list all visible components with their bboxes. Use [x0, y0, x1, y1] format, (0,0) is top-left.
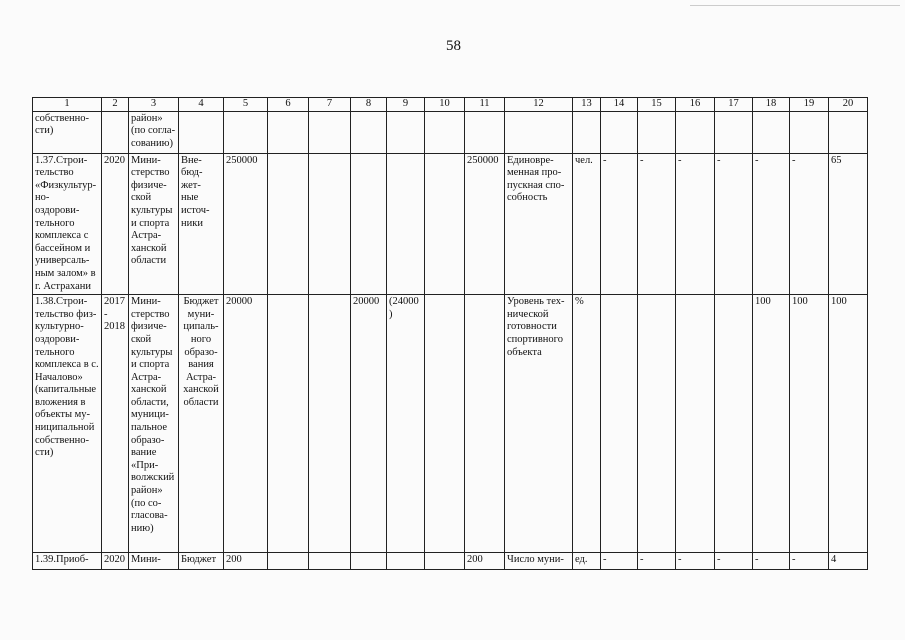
- header-cell: 11: [465, 98, 505, 112]
- table-cell: чел.: [573, 153, 601, 295]
- table-cell: [387, 553, 425, 570]
- table-cell: -: [676, 553, 715, 570]
- header-cell: 13: [573, 98, 601, 112]
- table-cell: [268, 111, 309, 153]
- table-cell: [351, 553, 387, 570]
- table-cell: 250000: [465, 153, 505, 295]
- table-cell: Мини-: [129, 553, 179, 570]
- table-cell: район» (по согла- сованию): [129, 111, 179, 153]
- table-cell: Бюджет муни- ципаль- ного образо- вания Астра- ханской области: [179, 295, 224, 553]
- table-cell: [309, 295, 351, 553]
- header-cell: 7: [309, 98, 351, 112]
- table-cell: [102, 111, 129, 153]
- table-cell: [351, 111, 387, 153]
- table-cell: -: [676, 153, 715, 295]
- table-cell: -: [753, 153, 790, 295]
- table-cell: 200: [224, 553, 268, 570]
- table-cell: [601, 295, 638, 553]
- table-cell: 4: [829, 553, 868, 570]
- table-row: [33, 111, 868, 153]
- table-cell: [224, 111, 268, 153]
- page-number: 58: [446, 38, 461, 54]
- header-cell: 8: [351, 98, 387, 112]
- table-cell: [387, 153, 425, 295]
- header-cell: 10: [425, 98, 465, 112]
- table-cell: 20000: [351, 295, 387, 553]
- table-cell: ед.: [573, 553, 601, 570]
- table-cell: -: [715, 153, 753, 295]
- header-row: [33, 98, 868, 112]
- top-rule: [690, 5, 900, 6]
- table-cell: -: [790, 553, 829, 570]
- table-cell: [309, 111, 351, 153]
- table-cell: -: [601, 153, 638, 295]
- program-table: [32, 97, 868, 570]
- table-cell: [638, 111, 676, 153]
- table-cell: -: [790, 153, 829, 295]
- table-cell: [425, 553, 465, 570]
- table-cell: 1.37.Строи- тельство «Физкультур- но- оздорови- тельного комплекса с бассейном и универсаль- ным залом» в г. Астрахани: [33, 153, 102, 295]
- table-cell: [715, 295, 753, 553]
- table-cell: Единовре- менная про- пускная спо- собность: [505, 153, 573, 295]
- table-cell: [268, 153, 309, 295]
- table-cell: [638, 295, 676, 553]
- table-cell: %: [573, 295, 601, 553]
- table-cell: 1.38.Строи- тельство физ- культурно- оздорови- тельного комплекса в с. Началово» (капитальные вложения в объекты му- ниципальной собственно- сти): [33, 295, 102, 553]
- table-cell: собственно- сти): [33, 111, 102, 153]
- header-cell: 12: [505, 98, 573, 112]
- header-cell: 9: [387, 98, 425, 112]
- table-cell: 100: [753, 295, 790, 553]
- table-cell: 1.39.Приоб-: [33, 553, 102, 570]
- table-cell: -: [753, 553, 790, 570]
- table-cell: -: [638, 153, 676, 295]
- table-cell: [465, 111, 505, 153]
- table-cell: [573, 111, 601, 153]
- table-cell: (24000): [387, 295, 425, 553]
- table-cell: [268, 553, 309, 570]
- header-cell: 5: [224, 98, 268, 112]
- table-cell: 2020: [102, 553, 129, 570]
- table-row: [33, 153, 868, 295]
- table-cell: 2020: [102, 153, 129, 295]
- table-cell: 200: [465, 553, 505, 570]
- header-cell: 18: [753, 98, 790, 112]
- table-cell: [790, 111, 829, 153]
- table-cell: [179, 111, 224, 153]
- table-cell: [387, 111, 425, 153]
- table-cell: 65: [829, 153, 868, 295]
- header-cell: 20: [829, 98, 868, 112]
- header-cell: 6: [268, 98, 309, 112]
- table-cell: -: [715, 553, 753, 570]
- table-cell: Бюджет: [179, 553, 224, 570]
- header-cell: 4: [179, 98, 224, 112]
- table-cell: -: [601, 553, 638, 570]
- table-cell: [309, 553, 351, 570]
- table-cell: [676, 295, 715, 553]
- table-cell: [268, 295, 309, 553]
- table-cell: [715, 111, 753, 153]
- table-cell: [309, 153, 351, 295]
- table-cell: 250000: [224, 153, 268, 295]
- header-cell: 19: [790, 98, 829, 112]
- header-cell: 16: [676, 98, 715, 112]
- header-cell: 17: [715, 98, 753, 112]
- table-cell: Уровень тех- нической готовности спортивного объекта: [505, 295, 573, 553]
- header-cell: 15: [638, 98, 676, 112]
- table-cell: [425, 153, 465, 295]
- table-cell: [601, 111, 638, 153]
- table-cell: 100: [829, 295, 868, 553]
- header-cell: 3: [129, 98, 179, 112]
- header-cell: 14: [601, 98, 638, 112]
- table-cell: Вне- бюд- жет- ные источ- ники: [179, 153, 224, 295]
- table-cell: [425, 111, 465, 153]
- table-cell: 2017 - 2018: [102, 295, 129, 553]
- table-cell: [829, 111, 868, 153]
- table-row: [33, 295, 868, 553]
- table-cell: Мини- стерство физиче- ской культуры и спорта Астра- ханской области: [129, 153, 179, 295]
- table-cell: -: [638, 553, 676, 570]
- table-row: [33, 553, 868, 570]
- table-cell: Мини- стерство физиче- ской культуры и спорта Астра- ханской области, муници- пальное образо- вание «При- волжский район» (по со- гласова- нию): [129, 295, 179, 553]
- header-cell: 1: [33, 98, 102, 112]
- table-cell: [465, 295, 505, 553]
- table-cell: [676, 111, 715, 153]
- table-cell: 20000: [224, 295, 268, 553]
- table-cell: [425, 295, 465, 553]
- table-cell: 100: [790, 295, 829, 553]
- table-cell: [351, 153, 387, 295]
- header-cell: 2: [102, 98, 129, 112]
- table-cell: Число муни-: [505, 553, 573, 570]
- table-cell: [505, 111, 573, 153]
- table-cell: [753, 111, 790, 153]
